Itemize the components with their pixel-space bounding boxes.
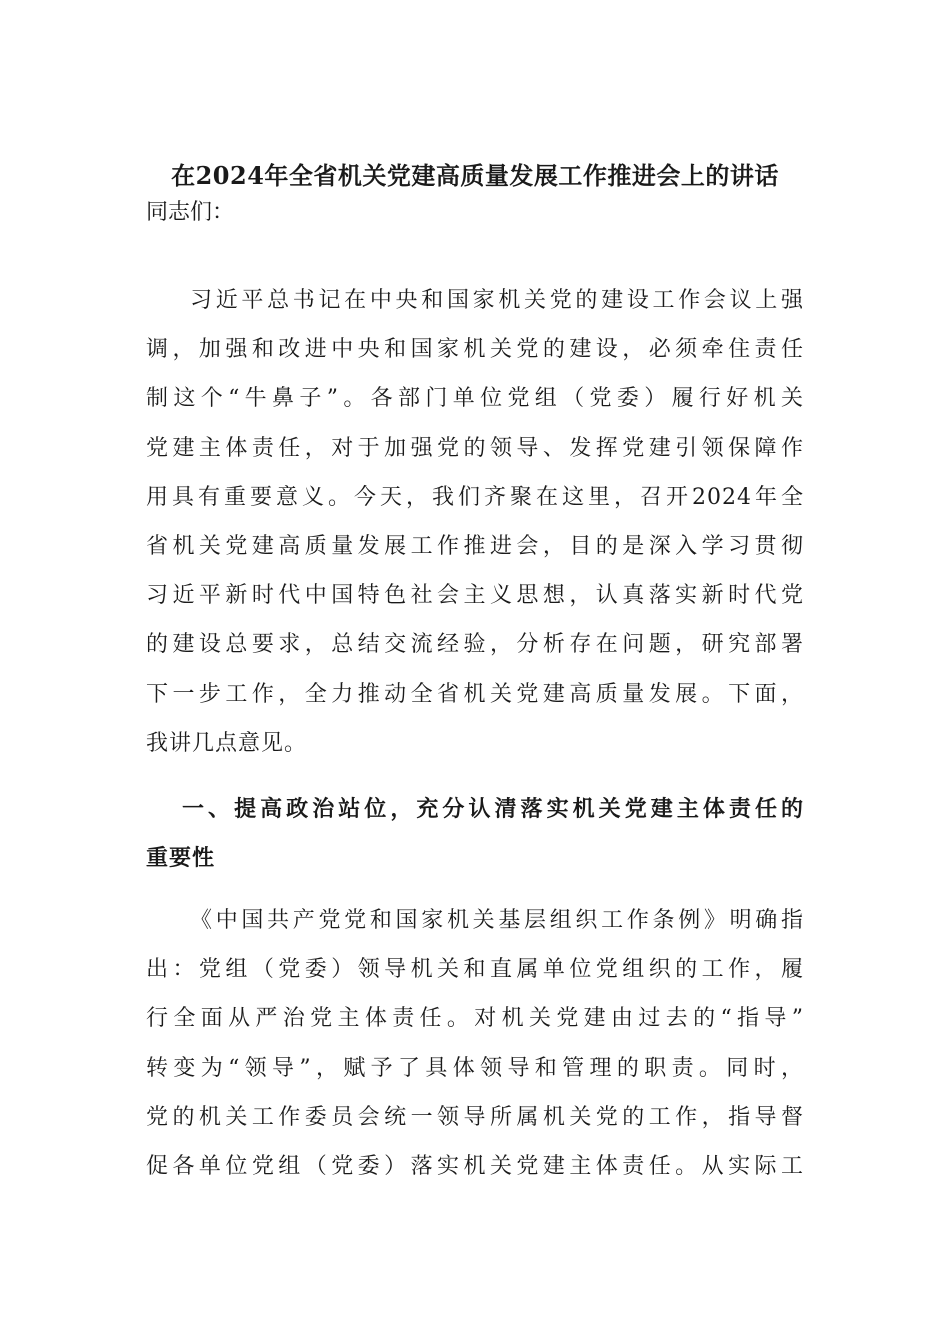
intro-line: 省机关党建高质量发展工作推进会，目的是深入学习贯彻 [146, 534, 804, 560]
section-heading-line: 重要性 [146, 845, 216, 871]
section-heading-line: 一、提高政治站位，充分认清落实机关党建主体责任的 [182, 796, 804, 822]
section-line: 促各单位党组（党委）落实机关党建主体责任。从实际工 [146, 1154, 804, 1180]
salutation: 同志们： [146, 200, 235, 225]
intro-line: 习近平总书记在中央和国家机关党的建设工作会议上强 [190, 288, 804, 313]
intro-line: 用具有重要意义。今天，我们齐聚在这里，召开2024年全 [146, 484, 804, 510]
section-line: 行全面从严治党主体责任。对机关党建由过去的“指导” [146, 1006, 804, 1032]
section-line: 《中国共产党党和国家机关基层组织工作条例》明确指 [190, 908, 804, 933]
document-title: 在2024年全省机关党建高质量发展工作推进会上的讲话 [171, 161, 779, 190]
intro-line: 调，加强和改进中央和国家机关党的建设，必须牵住责任 [146, 337, 804, 363]
section-line: 党的机关工作委员会统一领导所属机关党的工作，指导督 [146, 1104, 804, 1130]
section-line: 转变为“领导”，赋予了具体领导和管理的职责。同时， [146, 1055, 804, 1081]
intro-line: 制这个“牛鼻子”。各部门单位党组（党委）履行好机关 [146, 386, 804, 412]
intro-line: 党建主体责任，对于加强党的领导、发挥党建引领保障作 [146, 435, 804, 461]
section-1-paragraph [146, 896, 804, 1191]
section-1-heading [146, 785, 804, 883]
intro-paragraph [146, 276, 804, 768]
intro-line: 下一步工作，全力推动全省机关党建高质量发展。下面， [146, 681, 804, 707]
intro-line: 习近平新时代中国特色社会主义思想，认真落实新时代党 [146, 583, 804, 609]
intro-line: 我讲几点意见。 [146, 730, 308, 756]
intro-line: 的建设总要求，总结交流经验，分析存在问题，研究部署 [146, 632, 804, 658]
section-line: 出：党组（党委）领导机关和直属单位党组织的工作，履 [146, 957, 804, 983]
